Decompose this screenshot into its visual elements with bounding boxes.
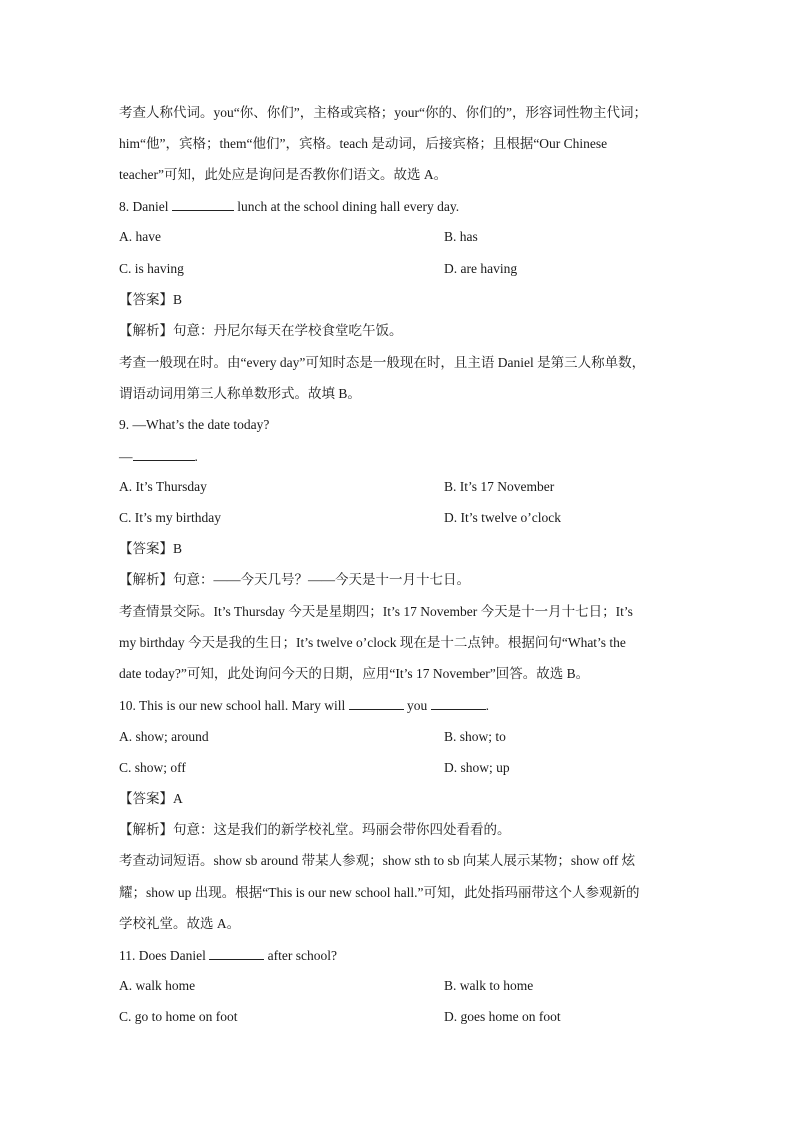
analysis-line: 【解析】句意：这是我们的新学校礼堂。玛丽会带你四处看看的。 [119,822,511,837]
answer-line: 【答案】B [119,541,183,556]
question-9-stem: 9. —What’s the date today? [119,417,270,432]
option-b: B. has [444,229,478,244]
option-c: C. It’s my birthday [119,510,221,525]
analysis-line: 【解析】句意：——今天几号？——今天是十一月十七日。 [119,572,470,587]
option-d: D. goes home on foot [444,1009,561,1024]
option-d: D. are having [444,261,518,276]
analysis-line: 考查一般现在时。由“every day”可知时态是一般现在时，且主语 Daniel 是第三人称单数， [119,355,646,370]
analysis-line: 谓语动词用第三人称单数形式。故填 B。 [119,386,361,401]
analysis-line: him“他”，宾格；them“他们”，宾格。teach 是动词，后接宾格；且根据“Our Chinese [119,136,608,151]
option-b: B. It’s 17 November [444,479,555,494]
answer-blank [133,447,195,461]
option-a: A. walk home [119,978,196,993]
analysis-line: 耀；show up 出现。根据“This is our new school hall.”可知，此处指玛丽带这个人参观新的 [119,885,640,900]
analysis-line: 学校礼堂。故选 A。 [119,916,241,931]
option-c: C. show; off [119,760,186,775]
answer-line: 【答案】A [119,791,183,806]
analysis-line: teacher”可知，此处应是询问是否教你们语文。故选 A。 [119,167,448,182]
question-10-stem: 10. This is our new school hall. Mary will you . [119,698,489,713]
option-b: B. walk to home [444,978,534,993]
analysis-line: 【解析】句意：丹尼尔每天在学校食堂吃午饭。 [119,323,403,338]
answer-blank [209,946,264,960]
answer-blank [172,197,234,211]
analysis-line: 考查情景交际。It’s Thursday 今天是星期四；It’s 17 November 今天是十一月十七日；It’s [119,604,633,619]
answer-line: 【答案】B [119,292,183,307]
option-a: A. show; around [119,729,209,744]
answer-blank [349,696,404,710]
option-a: A. have [119,229,161,244]
option-c: C. is having [119,261,184,276]
question-11-stem: 11. Does Daniel after school? [119,948,337,963]
analysis-line: 考查人称代词。you“你、你们”，主格或宾格；your“你的、你们的”，形容词性物主代词； [119,105,647,120]
analysis-line: 考查动词短语。show sb around 带某人参观；show sth to sb 向某人展示某物；show off 炫 [119,853,636,868]
option-d: D. show; up [444,760,510,775]
option-a: A. It’s Thursday [119,479,207,494]
answer-blank [431,696,486,710]
analysis-line: my birthday 今天是我的生日；It’s twelve o’clock 现在是十二点钟。根据问句“What’s the [119,635,626,650]
question-8-stem: 8. Daniel lunch at the school dining hall every day. [119,199,460,214]
option-c: C. go to home on foot [119,1009,238,1024]
option-b: B. show; to [444,729,506,744]
question-9-reply: — . [119,449,198,464]
option-d: D. It’s twelve o’clock [444,510,561,525]
analysis-line: date today?”可知，此处询问今天的日期，应用“It’s 17 November”回答。故选 B。 [119,666,590,681]
